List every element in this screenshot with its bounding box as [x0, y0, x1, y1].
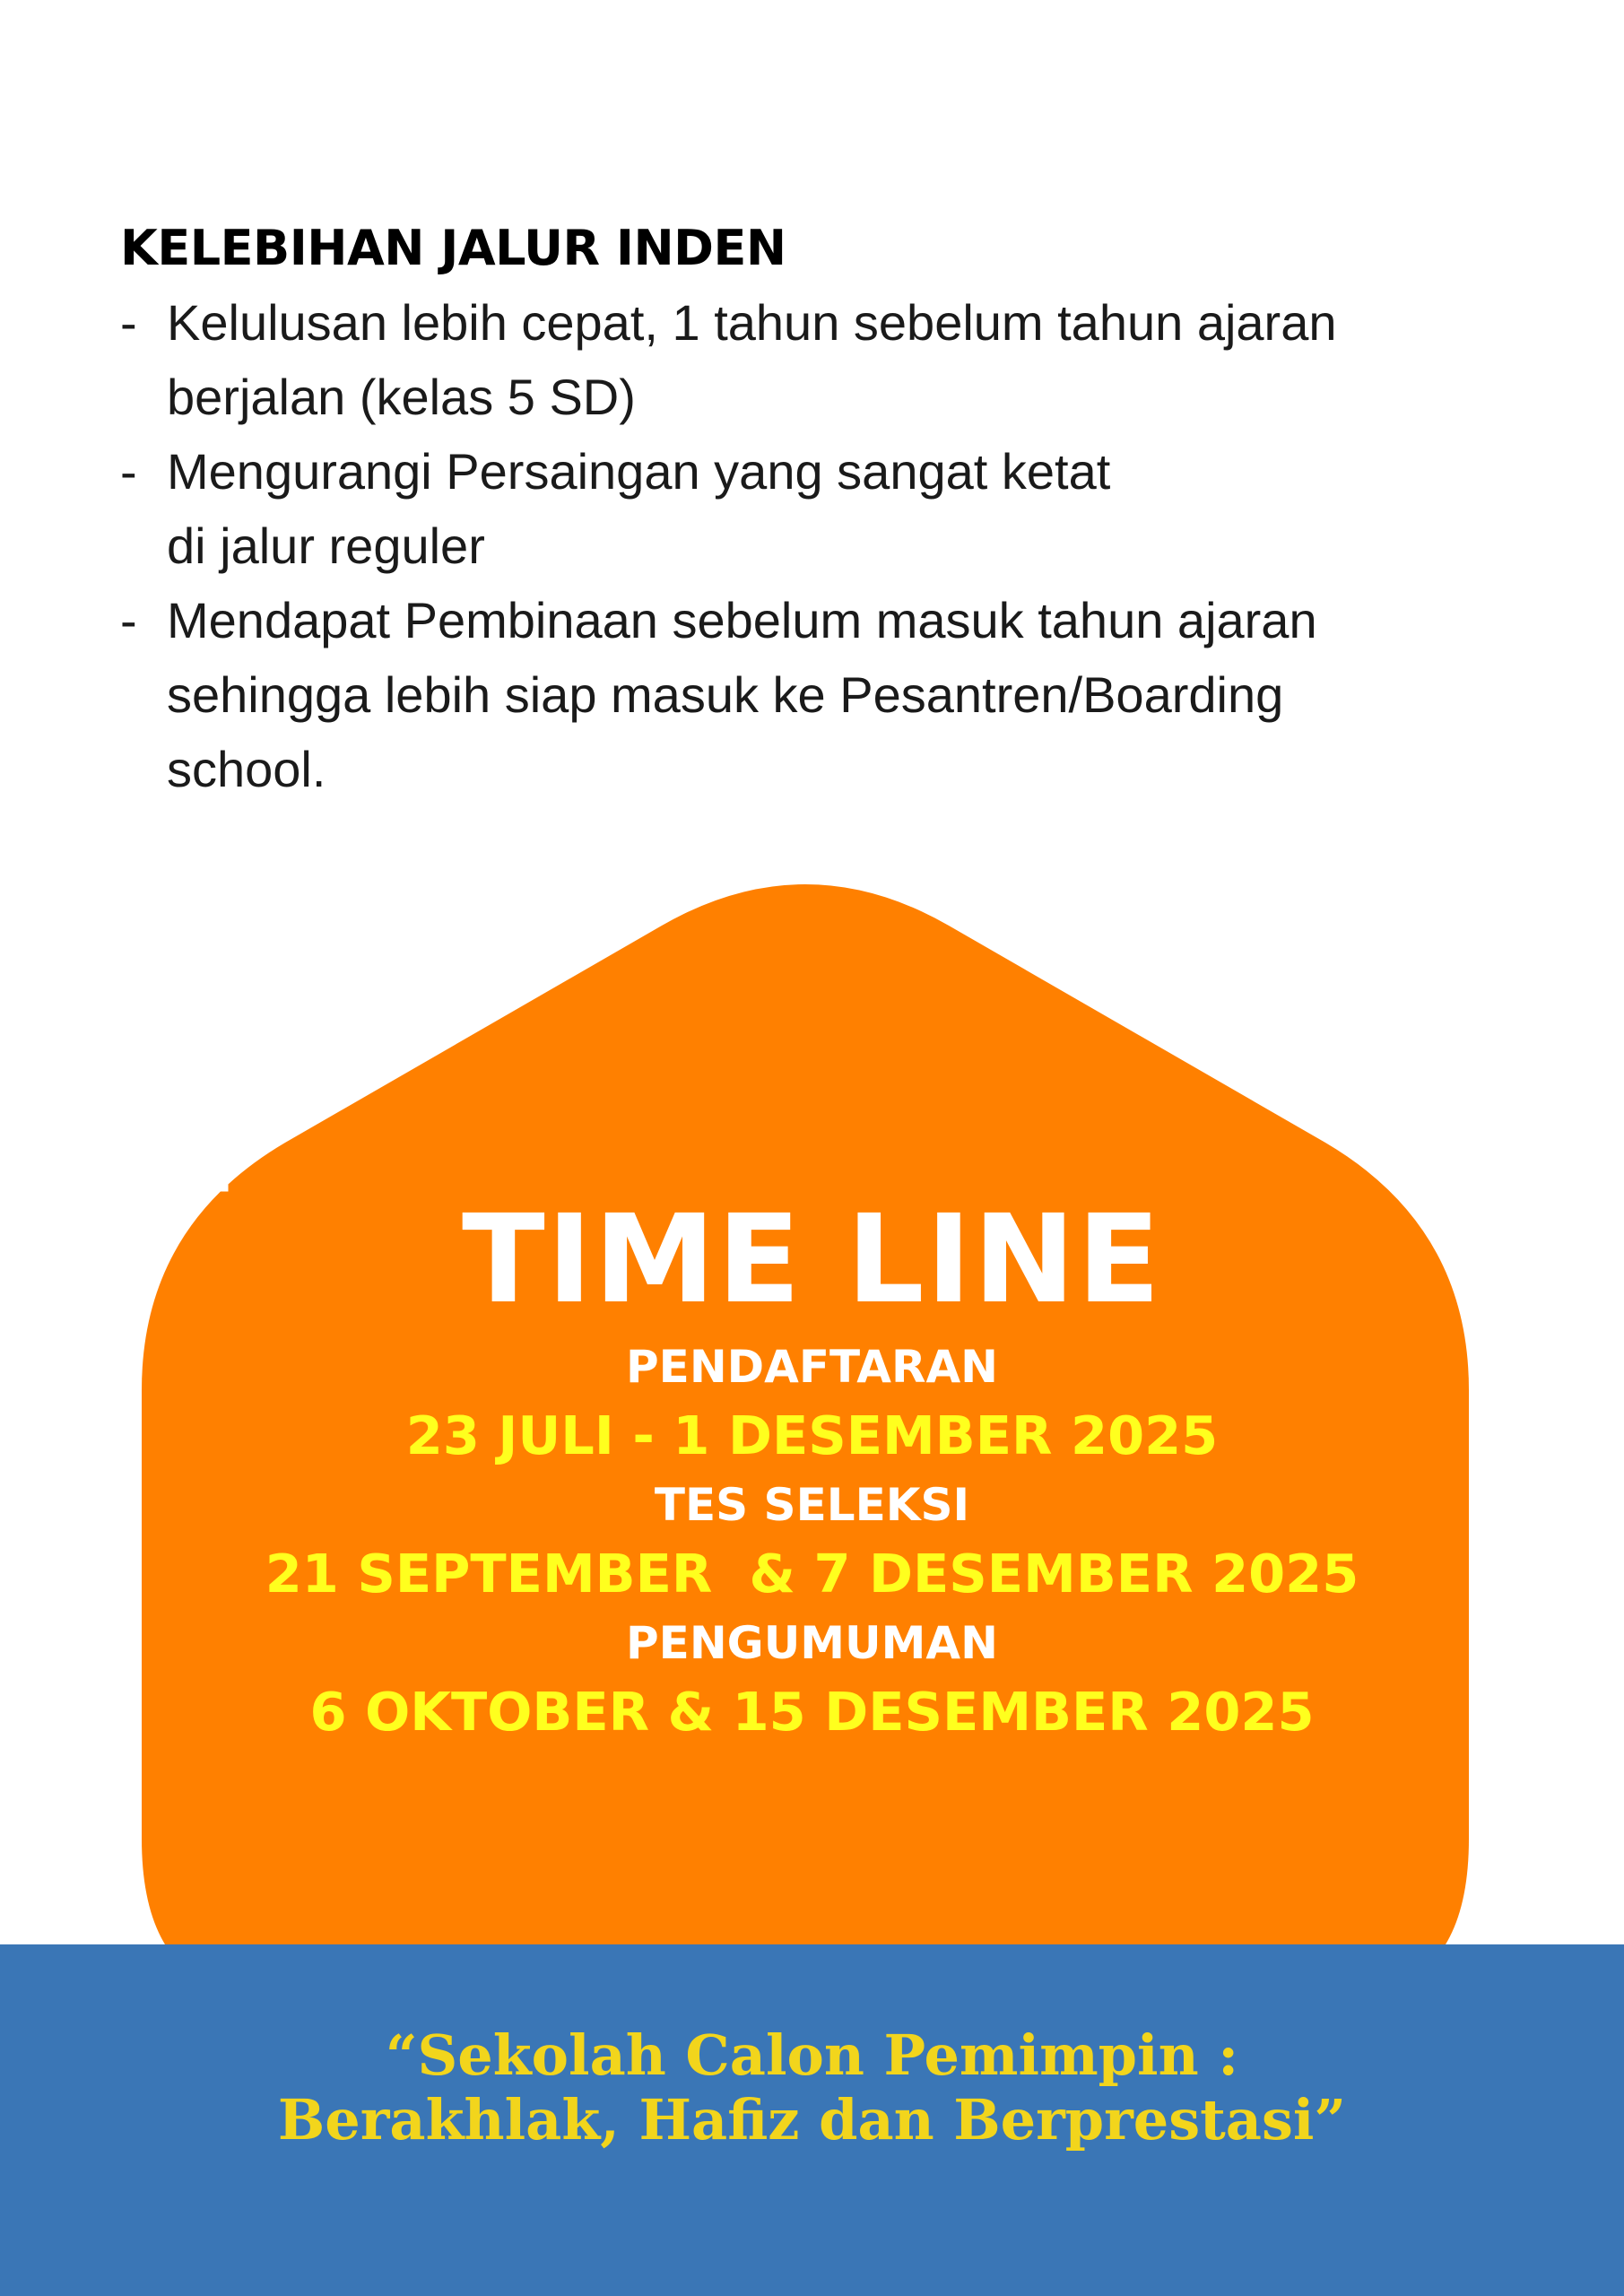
tagline-line: “Sekolah Calon Pemimpin :	[385, 2022, 1239, 2088]
tagline-line: Berakhlak, Hafiz dan Berprestasi”	[277, 2087, 1347, 2152]
entry-label: PENDAFTARAN	[626, 1341, 998, 1393]
entry-label: PENGUMUMAN	[626, 1617, 998, 1669]
timeline-entries	[0, 1335, 1624, 1750]
entry-label: TES SELEKSI	[654, 1479, 970, 1531]
timeline-entry	[0, 1612, 1624, 1750]
timeline-title: TIME LINE	[462, 1189, 1162, 1331]
list-dash: -	[120, 592, 137, 648]
benefit-text-line: Kelulusan lebih cepat, 1 tahun sebelum tahun ajaran	[167, 294, 1337, 351]
timeline-block	[0, 1188, 1624, 1750]
benefit-text-line: sehingga lebih siap masuk ke Pesantren/Boarding	[167, 666, 1284, 723]
benefit-text-line: di jalur reguler	[167, 517, 485, 574]
school-tagline	[0, 2023, 1624, 2152]
benefit-text-line: school.	[167, 741, 326, 797]
section-heading: KELEBIHAN JALUR INDEN	[120, 220, 786, 276]
timeline-entry	[0, 1474, 1624, 1612]
entry-date: 23 JULI - 1 DESEMBER 2025	[405, 1405, 1219, 1466]
entry-date: 6 OKTOBER & 15 DESEMBER 2025	[309, 1681, 1315, 1743]
timeline-entry	[0, 1335, 1624, 1474]
benefit-text-line: berjalan (kelas 5 SD)	[167, 369, 636, 425]
list-dash: -	[120, 294, 137, 351]
benefit-text-line: Mendapat Pembinaan sebelum masuk tahun ajaran	[167, 592, 1317, 648]
list-dash: -	[120, 443, 137, 500]
benefit-text-line: Mengurangi Persaingan yang sangat ketat	[167, 443, 1111, 500]
entry-date: 21 SEPTEMBER & 7 DESEMBER 2025	[265, 1543, 1359, 1605]
